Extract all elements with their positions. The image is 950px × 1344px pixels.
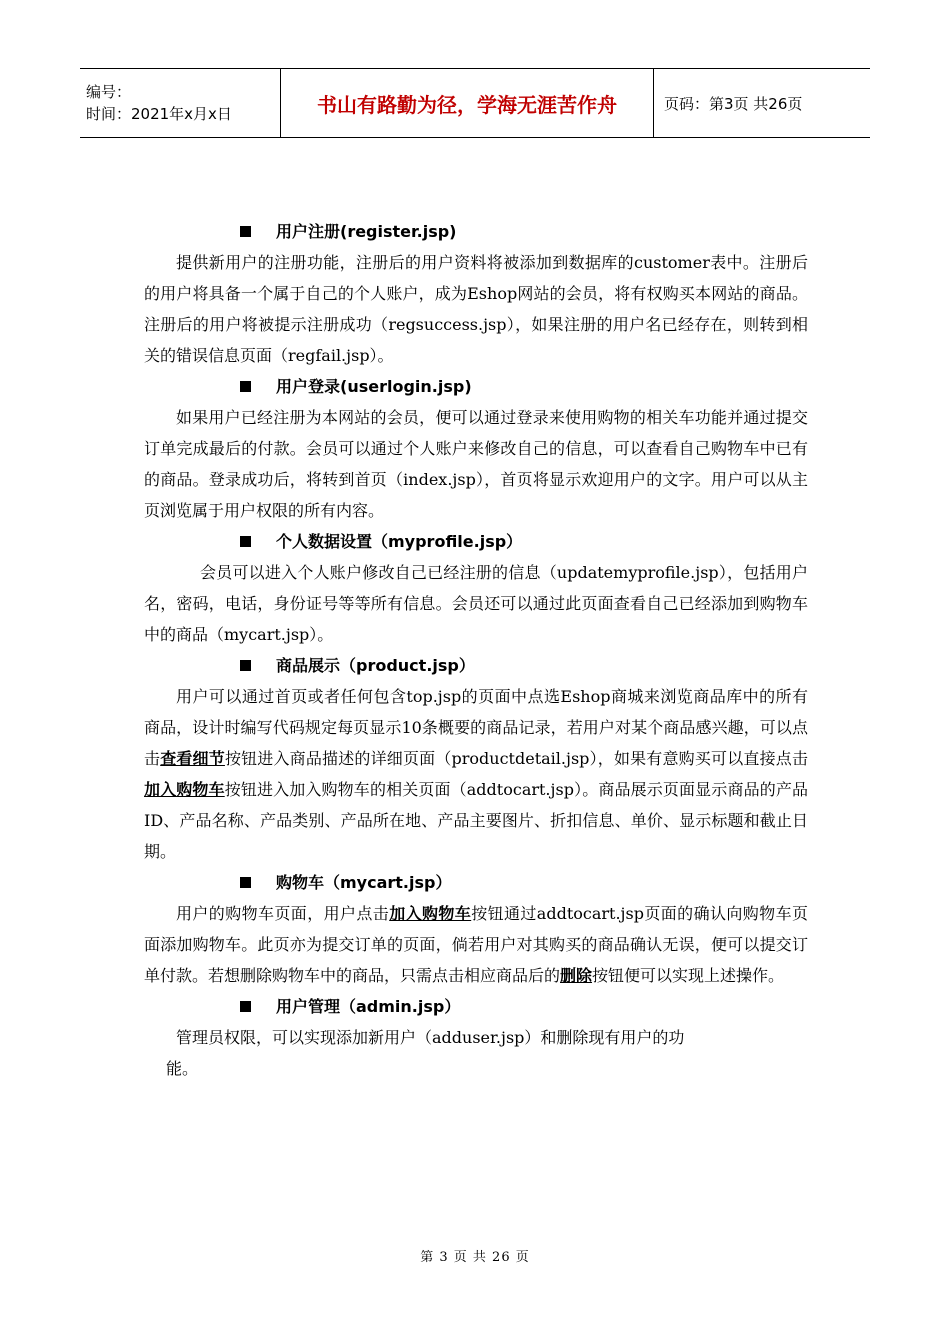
cart-text-a: 用户的购物车页面，用户点击	[176, 904, 390, 923]
header-motto	[280, 69, 654, 137]
square-bullet-icon	[240, 381, 251, 392]
section-heading-profile	[144, 526, 808, 557]
section-title-cart: 购物车（mycart.jsp）	[276, 873, 452, 892]
cart-text-c: 按钮便可以实现上述操作。	[592, 966, 785, 985]
section-heading-register	[144, 216, 808, 247]
paragraph-register: 提供新用户的注册功能，注册后的用户资料将被添加到数据库的customer表中。注册后的用户将具备一个属于自己的个人账户，成为Eshop网站的会员，将有权购买本网站的商品。注册后的用户将被提示注册成功（regsuccess.jsp），如果注册的用户名已经存在，则转到相关的错误信息页面（regfail.jsp）。	[144, 253, 808, 365]
paragraph-admin-end: 能。	[166, 1059, 199, 1078]
header-motto-text: 书山有路勤为径，学海无涯苦作舟	[317, 92, 617, 117]
delete-link[interactable]: 删除	[560, 966, 593, 985]
paragraph-profile: 会员可以进入个人账户修改自己已经注册的信息（updatemyprofile.jsp），包括用户名，密码，电话，身份证号等等所有信息。会员还可以通过此页面查看自己已经添加到购物车中的商品（mycart.jsp）。	[144, 563, 808, 644]
product-text-b: 按钮进入商品描述的详细页面（productdetail.jsp），如果有意购买可以直接点击	[224, 749, 808, 768]
cart-add-to-cart-link[interactable]: 加入购物车	[389, 904, 472, 923]
paragraph-product	[144, 681, 808, 867]
product-text-c: 按钮进入加入购物车的相关页面（addtocart.jsp）。商品展示页面显示商品的产品ID、产品名称、产品类别、产品所在地、产品主要图片、折扣信息、单价、显示标题和截止日期。	[144, 780, 808, 861]
header-page-info-text: 页码：第3页 共26页	[664, 94, 803, 113]
section-title-profile: 个人数据设置（myprofile.jsp）	[276, 532, 523, 551]
page-footer: 第 3 页 共 26 页	[420, 1250, 530, 1265]
section-title-login: 用户登录(userlogin.jsp)	[276, 377, 472, 396]
section-title-product: 商品展示（product.jsp）	[276, 656, 475, 675]
section-title-register: 用户注册(register.jsp)	[276, 222, 457, 241]
product-text-a: 用户可以通过首页或者任何包含top.jsp的页面中点选Eshop商城来浏览商品库中的所有商品，设计时编写代码规定每页显示10条概要的商品记录，若用户对某个商品感兴趣，可以点击	[144, 687, 808, 768]
header-meta	[80, 69, 280, 137]
cart-text-b: 按钮通过addtocart.jsp页面的确认向购物车页面添加购物车。此页亦为提交订单的页面，倘若用户对其购买的商品确认无误，便可以提交订单付款。若想删除购物车中的商品，只需点击相应商品后的	[144, 904, 808, 985]
section-title-admin: 用户管理（admin.jsp）	[276, 997, 461, 1016]
square-bullet-icon	[240, 1001, 251, 1012]
paragraph-cart	[144, 898, 808, 991]
add-to-cart-link[interactable]: 加入购物车	[144, 780, 225, 799]
document-body	[144, 216, 808, 1084]
square-bullet-icon	[240, 660, 251, 671]
section-heading-product	[144, 650, 808, 681]
header-time-label: 时间：2021年x月x日	[86, 105, 232, 123]
header-number-label: 编号：	[86, 83, 132, 101]
square-bullet-icon	[240, 226, 251, 237]
section-heading-login	[144, 371, 808, 402]
section-heading-admin	[144, 991, 808, 1022]
view-detail-link[interactable]: 查看细节	[160, 749, 225, 768]
square-bullet-icon	[240, 536, 251, 547]
header-page-info	[654, 69, 870, 137]
square-bullet-icon	[240, 877, 251, 888]
page-header	[80, 68, 870, 138]
paragraph-admin: 管理员权限，可以实现添加新用户（adduser.jsp）和删除现有用户的功	[176, 1028, 685, 1047]
paragraph-login: 如果用户已经注册为本网站的会员，便可以通过登录来使用购物的相关车功能并通过提交订单完成最后的付款。会员可以通过个人账户来修改自己的信息，可以查看自己购物车中已有的商品。登录成功后，将转到首页（index.jsp），首页将显示欢迎用户的文字。用户可以从主页浏览属于用户权限的所有内容。	[144, 408, 808, 520]
section-heading-cart	[144, 867, 808, 898]
